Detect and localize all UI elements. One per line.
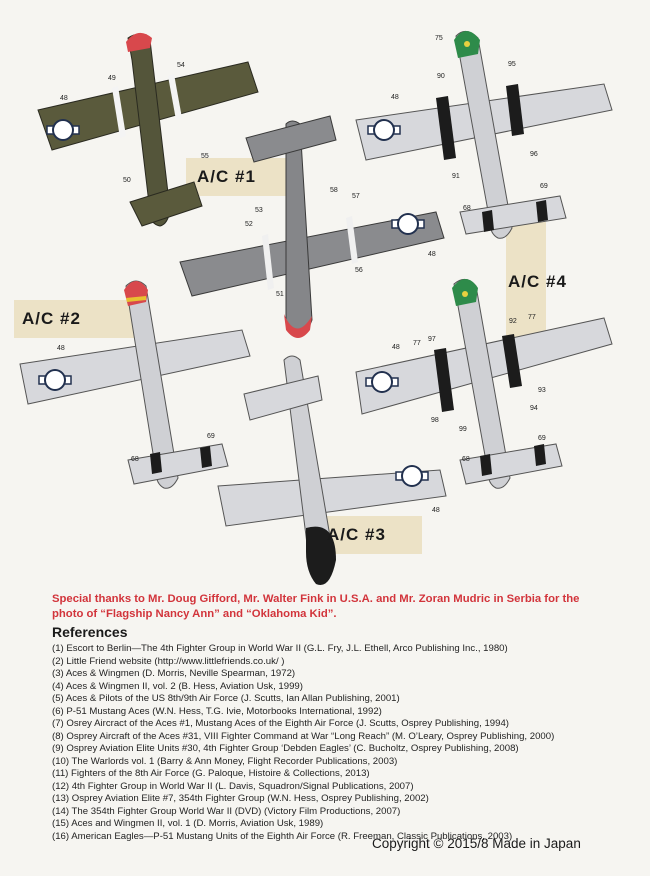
stencil-55: 55 (201, 153, 209, 160)
reference-item: (1) Escort to Berlin—The 4th Fighter Group in World War II (G.L. Fry, J.L. Ethell, Arco Publishing Inc., 1980) (52, 643, 508, 654)
reference-item: (15) Aces and Wingmen II, vol. 1 (D. Morris, Aviation Usk, 1989) (52, 818, 324, 829)
aircraft-ac1 (38, 33, 258, 226)
reference-item: (16) American Eagles—P-51 Mustang Units of the Eighth Air Force (R. Freeman, Classic Publications, 2003) (52, 830, 513, 842)
reference-item: (8) Osprey Aircraft of the Aces #31, VIII Fighter Command at War “Long Reach” (M. O’Leary, Osprey Publishing, 2000) (52, 730, 555, 742)
stencil-49: 49 (108, 75, 116, 82)
copyright-notice: Copyright © 2015/8 Made in Japan (372, 836, 581, 851)
stencil-97: 97 (428, 336, 436, 343)
reference-item: (7) Osrey Aircract of the Aces #1, Mustang Aces of the Eighth Air Force (J. Scutts, Osprey Publishing, 1994) (52, 718, 509, 729)
references-list (52, 643, 554, 843)
stencil-51: 51 (276, 291, 284, 298)
reference-item: (3) Aces & Wingmen (D. Morris, Neville Spearman, 1972) (52, 668, 296, 679)
stencil-69c: 69 (538, 435, 546, 442)
reference-item: (14) The 354th Fighter Group World War II (DVD) (Victory Film Productions, 2007) (52, 805, 401, 817)
reference-item: (13) Osprey Aviation Elite #7, 354th Fighter Group (W.N. Hess, Osprey Publishing, 2002) (52, 793, 429, 804)
stencil-77b: 77 (528, 314, 536, 321)
stencil-52: 52 (245, 221, 253, 228)
stencil-50: 50 (123, 177, 131, 184)
stencil-91: 91 (452, 173, 460, 180)
stencil-48f: 48 (392, 344, 400, 351)
stencil-48c: 48 (391, 94, 399, 101)
stencil-48e: 48 (432, 507, 440, 514)
stencil-48b: 48 (428, 251, 436, 258)
stencil-93: 93 (538, 387, 546, 394)
stencil-58: 58 (330, 187, 338, 194)
thanks-note: Special thanks to Mr. Doug Gifford, Mr. Walter Fink in U.S.A. and Mr. Zoran Mudric in Serbia for the photo of “Flagship Nancy Ann” and “Oklahoma Kid”. (52, 593, 580, 620)
reference-item: (6) P-51 Mustang Aces (W.N. Hess, T.G. Ivie, Motorbooks International, 1992) (52, 705, 382, 717)
stencil-77: 77 (413, 340, 421, 347)
stencil-56: 56 (355, 267, 363, 274)
reference-item: (12) 4th Fighter Group in World War II (L. Davis, Squadron/Signal Publications, 2007) (52, 780, 414, 792)
stencil-54: 54 (177, 62, 185, 69)
stencil-98: 98 (431, 417, 439, 424)
stencil-57: 57 (352, 193, 360, 200)
reference-item: (5) Aces & Pilots of the US 8th/9th Air Force (J. Scutts, Ian Allan Publishing, 2001) (52, 693, 400, 704)
stencil-48: 48 (60, 95, 68, 102)
reference-item: (4) Aces & Wingmen II, vol. 2 (B. Hess, Aviation Usk, 1999) (52, 680, 303, 692)
stencil-69: 69 (540, 183, 548, 190)
reference-item: (11) Fighters of the 8th Air Force (G. Paloque, Histoire & Collections, 2013) (52, 768, 370, 779)
reference-item: (2) Little Friend website (http://www.littlefriends.co.uk/ ) (52, 655, 285, 667)
ac4-label: A/C #4 (508, 272, 567, 291)
ac2-label: A/C #2 (22, 309, 81, 328)
stencil-99: 99 (459, 426, 467, 433)
stencil-69b: 69 (207, 433, 215, 440)
stencil-92: 92 (509, 318, 517, 325)
stencil-68c: 68 (462, 456, 470, 463)
stencil-95: 95 (508, 61, 516, 68)
reference-item: (9) Osprey Aviation Elite Units #30, 4th Fighter Group ‘Debden Eagles’ (C. Bucholtz, Osprey Publishing, 2008) (52, 743, 519, 754)
ac3-label: A/C #3 (327, 525, 386, 544)
stencil-90: 90 (437, 73, 445, 80)
stencil-68b: 68 (131, 456, 139, 463)
ac1-label: A/C #1 (197, 167, 256, 186)
stencil-68: 68 (463, 205, 471, 212)
aircraft-ac4-upper (356, 31, 612, 238)
stencil-94: 94 (530, 405, 538, 412)
stencil-96: 96 (530, 151, 538, 158)
aircraft-ac4-lower (356, 279, 612, 488)
stencil-75: 75 (435, 35, 443, 42)
reference-item: (10) The Warlords vol. 1 (Barry & Ann Money, Flight Recorder Publications, 2003) (52, 755, 398, 767)
stencil-53: 53 (255, 207, 263, 214)
references-heading: References (52, 624, 128, 640)
stencil-48d: 48 (57, 345, 65, 352)
